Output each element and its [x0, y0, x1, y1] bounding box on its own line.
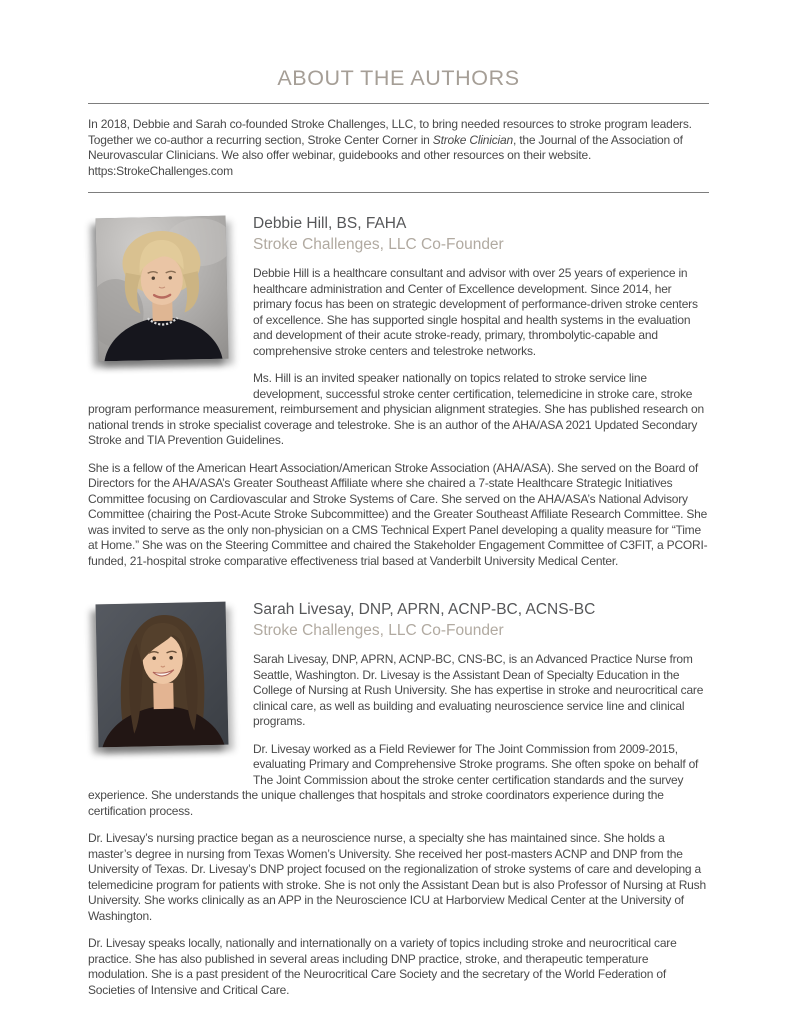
photo-wrap: [88, 600, 253, 788]
top-divider: [88, 103, 709, 104]
website-url: https:StrokeChallenges.com: [88, 163, 233, 178]
sarah-livesay-photo: [96, 602, 229, 748]
intro-text-start: In 2018, Debbie and Sarah co-founded Stroke Challenges, LLC, to bring needed resources to stroke program leaders. Together we co-author a recurring section, Stroke Center Corner in: [88, 117, 692, 147]
bio-paragraph: Debbie Hill is a healthcare consultant and advisor with over 25 years of experience in healthcare administration and Center of Excellence development. Since 2014, her primary focus has been on strategic development of performance-driven stroke centers of excellence. She has supported single hospital and health systems in the evaluation and development of their acute stroke-ready, primary, thrombolytic-capable and comprehensive stroke centers and telestroke networks.: [253, 266, 698, 358]
debbie-hill-portrait-image: [96, 216, 229, 362]
bio-paragraph: Dr. Livesay’s nursing practice began as a neuroscience nurse, a specialty she has maintained since. She holds a master’s degree in nursing from Texas Women’s University. She received her post-masters ACNP and DNP from the University of Texas. Dr. Livesay’s DNP project focused on the regionalization of stroke systems of care and developing a telemedicine program for patients with stroke. She is not only the Assistant Dean but is also Professor of Nursing at Rush University. She works clinically as an APP in the Neuroscience ICU at Harborview Medical Center at the University of Washington.: [88, 831, 706, 923]
author-section-sarah-livesay: [88, 600, 709, 998]
bio-paragraph: She is a fellow of the American Heart Association/American Stroke Association (AHA/ASA). She served on the Board of Directors for the AHA/ASA’s Greater Southeast Affiliate where she chaired a 7-state Healthcare Strategic Initiatives Committee focusing on Cardiovascular and Stroke Systems of Care. She served on the AHA/ASA’s National Advisory Committee (chairing the Post-Acute Stroke Subcommittee) and the Greater Southeast Affiliate Research Committee. She was invited to serve as the only non-physician on a CMS Technical Expert Panel developing a quality measure for “Time at Home.” She was on the Steering Committee and chaired the Stakeholder Engagement Committee of C3FIT, a PCORI-funded, 21-hospital stroke comparative effectiveness trial based at Vanderbilt University Medical Center.: [88, 460, 708, 568]
sarah-livesay-portrait-image: [96, 602, 229, 748]
bio-paragraph: Dr. Livesay speaks locally, nationally and internationally on a variety of topics including stroke and neurocritical care practice. She has also published in several areas including DNP practice, stroke, and therapeutic temperature modulation. She is a past president of the Neurocritical Care Society and the secretary of the World Federation of Societies of Intensive and Critical Care.: [88, 936, 677, 997]
intro-divider: [88, 192, 709, 193]
author-section-debbie-hill: [88, 214, 709, 569]
journal-name: Stroke Clinician: [432, 132, 513, 147]
bio-paragraph: Dr. Livesay worked as a Field Reviewer for The Joint Commission from 2009-2015, evaluating Primary and Comprehensive Stroke programs. She often spoke on behalf of The Joint Commission about the stroke center certification standards and the survey experience. She understands the unique challenges that hospitals and stroke coordinators experience during the certification process.: [88, 741, 699, 818]
bio-paragraph: Ms. Hill is an invited speaker nationally on topics related to stroke service line development, successful stroke center certification, telemedicine in stroke care, stroke program performance measurement, reimbursement and physician alignment strategies. She has published research on national trends in stroke specialist coverage and telestroke. She is an author of the AHA/ASA 2021 Updated Secondary Stroke and TIA Prevention Guidelines.: [88, 371, 704, 447]
intro-paragraph: [88, 117, 709, 179]
author-name: Debbie Hill, BS, FAHA: [253, 215, 407, 232]
intro-text-end: , the Journal of the Association of Neurovascular Clinicians. We also offer webinar, guidebooks and other resources on their website.: [88, 132, 683, 162]
debbie-hill-photo: [96, 216, 229, 362]
author-role: Stroke Challenges, LLC Co-Founder: [253, 622, 504, 639]
content-area: [88, 0, 709, 998]
author-name: Sarah Livesay, DNP, APRN, ACNP-BC, ACNS-BC: [253, 601, 596, 618]
author-role: Stroke Challenges, LLC Co-Founder: [253, 236, 504, 253]
page-title: ABOUT THE AUTHORS: [277, 66, 520, 90]
bio-paragraph: Sarah Livesay, DNP, APRN, ACNP-BC, CNS-BC, is an Advanced Practice Nurse from Seattle, Washington. Dr. Livesay is the Assistant Dean of Specialty Education in the College of Nursing at Rush University. She has expertise in stroke and neurocritical care clinical care, as well as building and evaluating neuroscience service line and clinical programs.: [253, 652, 704, 728]
photo-wrap: [88, 214, 253, 390]
